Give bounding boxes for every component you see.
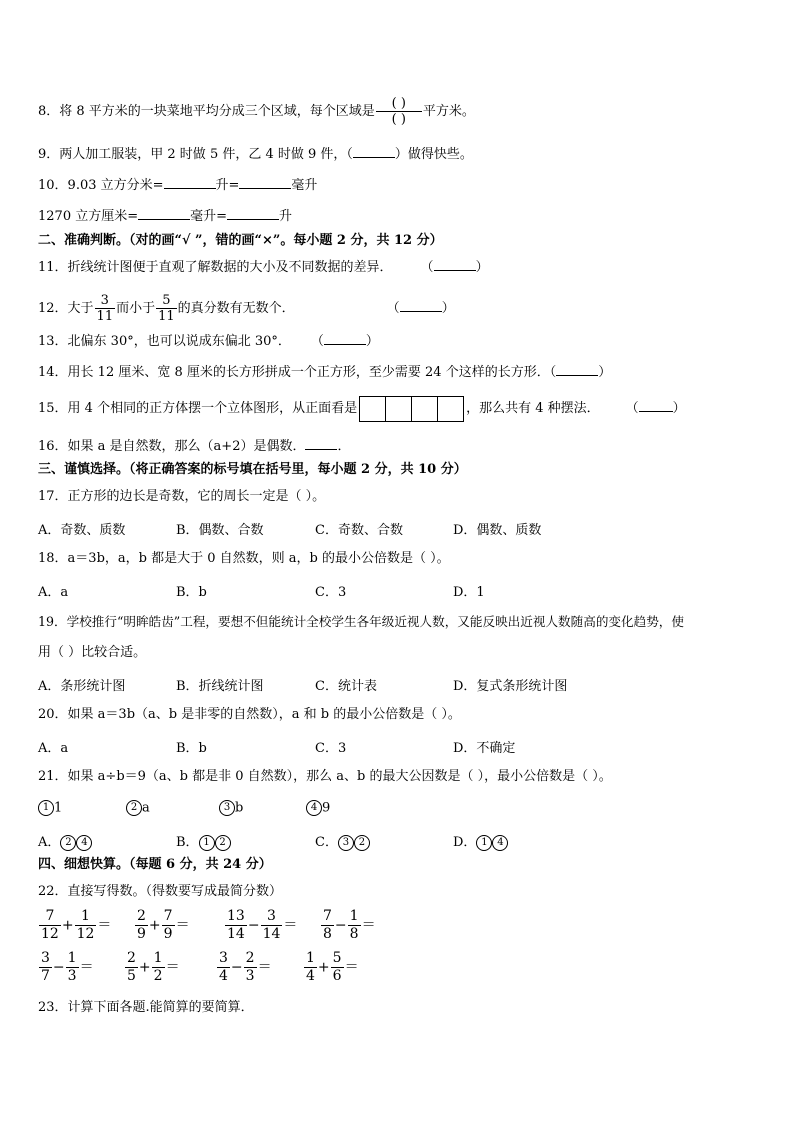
question-14 <box>38 363 611 382</box>
q10b-mid: 毫升= <box>190 209 228 224</box>
question-10b <box>38 207 292 226</box>
numerator: 3 <box>261 908 283 926</box>
q8-denominator: ( ) <box>391 112 406 127</box>
q12-f1-numerator: 3 <box>95 293 116 309</box>
fraction <box>39 908 61 943</box>
q11-text: 11．折线统计图便于直观了解数据的大小及不同数据的差异． <box>38 260 393 275</box>
q10b-pre: 1270 立方厘米= <box>38 209 139 224</box>
fraction-expression <box>320 908 376 943</box>
equals-sign: ＝ <box>361 917 376 934</box>
fraction <box>125 950 138 985</box>
q21-item-value: 1 <box>54 800 63 816</box>
circled-number: 2 <box>60 835 76 851</box>
q21-option-c <box>315 831 370 851</box>
q12-f2-numerator: 5 <box>156 293 177 309</box>
circled-number: 2 <box>126 800 142 816</box>
q21-option-a <box>38 831 92 851</box>
q15-blank <box>639 399 673 412</box>
section-2-heading: 二、准确判断。（对的画“√ ”，错的画“×”。每小题 2 分，共 12 分） <box>38 233 443 248</box>
q17-option-b: B．偶数、合数 <box>176 523 264 538</box>
circled-number: 4 <box>76 835 92 851</box>
fraction <box>152 950 165 985</box>
numerator: 1 <box>306 950 315 966</box>
q16-blank <box>305 437 337 450</box>
numerator: 1 <box>153 950 163 966</box>
question-19-line-2: 用（ ）比较合适。 <box>38 645 147 660</box>
q11-paren-close: ） <box>475 260 489 275</box>
fraction <box>225 908 247 943</box>
numerator: 7 <box>163 908 173 924</box>
fraction <box>39 950 52 985</box>
q12-f1-denominator: 11 <box>96 309 114 324</box>
q20-option-c: C．3 <box>315 741 347 756</box>
q12-paren-close: ） <box>441 301 455 316</box>
q19-option-d: D．复式条形统计图 <box>453 679 568 694</box>
fraction-expression <box>303 950 359 985</box>
circled-number: 3 <box>338 835 354 851</box>
option-label: C． <box>315 835 338 850</box>
numerator: 7 <box>39 908 61 926</box>
operator: + <box>148 917 161 934</box>
question-18: 18．a＝3b，a，b 都是大于 0 自然数，则 a，b 的最小公倍数是（ ）。 <box>38 551 450 566</box>
denominator: 5 <box>127 968 136 984</box>
question-23: 23．计算下面各题.能简算的要简算． <box>38 1000 254 1015</box>
fraction <box>348 908 361 943</box>
q9-blank <box>353 145 395 158</box>
question-20: 20．如果 a＝3b（a、b 是非零的自然数），a 和 b 的最小公倍数是（ ）。 <box>38 707 461 722</box>
q12-fraction-2 <box>156 293 177 324</box>
q18-option-c: C．3 <box>315 585 347 600</box>
option-label: D． <box>453 835 477 850</box>
section-3-heading: 三、谨慎选择。（将正确答案的标号填在括号里，每小题 2 分，共 10 分） <box>38 462 467 477</box>
q13-paren-open: （ <box>310 334 324 349</box>
operator: + <box>317 959 330 976</box>
denominator: 9 <box>137 926 146 942</box>
fraction <box>261 908 283 943</box>
q11-paren-open: （ <box>420 260 434 275</box>
equals-sign: ＝ <box>165 959 180 976</box>
fraction <box>321 908 334 943</box>
q8-text: 8．将 8 平方米的一块菜地平均分成三个区域，每个区域是 <box>38 104 375 119</box>
q21-item-4 <box>306 800 330 816</box>
q19-option-b: B．折线统计图 <box>176 679 264 694</box>
circled-number: 1 <box>38 800 54 816</box>
equals-sign: ＝ <box>283 917 298 934</box>
question-11 <box>38 258 489 277</box>
numerator: 1 <box>67 950 77 966</box>
circled-number: 4 <box>306 800 322 816</box>
numerator: 13 <box>227 908 245 924</box>
question-19-line-1: 19．学校推行“明眸皓齿”工程，要想不但能统计全校学生各年级近视人数，又能反映出近视人数随高的变化趋势，使 <box>38 614 684 629</box>
equals-sign: ＝ <box>79 959 94 976</box>
q20-option-b: B．b <box>176 741 207 756</box>
numerator: 3 <box>219 950 228 966</box>
circled-number: 4 <box>492 835 508 851</box>
q18-option-a: A．a <box>38 585 69 600</box>
q14-text: 14．用长 12 厘米、宽 8 厘米的长方形拼成一个正方形，至少需要 24 个这样的长方形．（ <box>38 365 557 380</box>
q12-post: 的真分数有无数个． <box>177 301 295 316</box>
denominator: 14 <box>227 926 245 942</box>
section-4-heading: 四、细想快算。（每题 6 分，共 24 分） <box>38 857 272 872</box>
circled-number: 3 <box>219 800 235 816</box>
q10b-blank-1 <box>138 207 190 220</box>
q17-option-c: C．奇数、合数 <box>315 523 403 538</box>
fraction-expression <box>134 908 190 943</box>
q10b-blank-2 <box>227 207 279 220</box>
fraction-expression <box>38 908 111 943</box>
fraction <box>135 908 148 943</box>
q13-paren-close: ） <box>365 334 379 349</box>
q12-pre: 12．大于 <box>38 301 94 316</box>
option-label: A． <box>38 835 61 850</box>
equals-sign: ＝ <box>175 917 190 934</box>
numerator: 2 <box>245 950 255 966</box>
q12-f2-denominator: 11 <box>158 309 175 324</box>
circled-number: 2 <box>354 835 370 851</box>
q19-option-a: A．条形统计图 <box>38 679 126 694</box>
denominator: 3 <box>245 968 255 984</box>
q9-post: ）做得快些。 <box>394 147 473 162</box>
question-17: 17．正方形的边长是奇数，它的周长一定是（ ）。 <box>38 489 326 504</box>
square <box>437 396 464 422</box>
q9-pre: 9．两人加工服装，甲 2 时做 5 件，乙 4 时做 9 件，（ <box>38 147 353 162</box>
numerator: 5 <box>332 950 342 966</box>
square <box>411 396 437 422</box>
q19-option-c: C．统计表 <box>315 679 377 694</box>
q15-paren-open: （ <box>625 401 639 416</box>
q16-end: ． <box>337 439 351 454</box>
q12-paren-open: （ <box>386 301 400 316</box>
numerator: 2 <box>137 908 146 924</box>
denominator: 4 <box>219 968 228 984</box>
numerator: 2 <box>127 950 136 966</box>
q21-option-d <box>453 831 508 851</box>
square <box>385 396 411 422</box>
q20-option-a: A．a <box>38 741 69 756</box>
q18-option-b: B．b <box>176 585 207 600</box>
q8-numerator: ( ) <box>376 96 422 112</box>
fraction <box>244 950 257 985</box>
q13-blank <box>324 332 366 345</box>
operator: − <box>52 959 65 976</box>
question-9 <box>38 145 473 164</box>
circled-number: 1 <box>476 835 492 851</box>
q10-blank-1 <box>164 176 216 189</box>
question-16 <box>38 437 351 456</box>
q21-option-b <box>176 831 231 851</box>
q12-fraction-1 <box>95 293 116 324</box>
fraction-expression <box>38 950 94 985</box>
fraction <box>217 950 230 985</box>
numerator: 7 <box>323 908 332 924</box>
numerator: 3 <box>41 950 50 966</box>
fraction-expression <box>124 950 180 985</box>
operator: − <box>334 917 347 934</box>
q17-option-a: A．奇数、质数 <box>38 523 126 538</box>
q21-item-1 <box>38 800 62 816</box>
denominator: 14 <box>262 926 281 942</box>
q8-fraction-blank <box>376 96 422 127</box>
q15-front-view-squares <box>359 396 464 422</box>
denominator: 8 <box>323 926 332 942</box>
operator: + <box>138 959 151 976</box>
fraction-expression <box>224 908 297 943</box>
question-8 <box>38 96 475 127</box>
q15-post: ，那么共有 4 种摆法． <box>466 401 600 416</box>
fraction-expression <box>216 950 272 985</box>
question-10 <box>38 176 317 195</box>
q21-item-value: b <box>235 800 244 816</box>
q10-blank-2 <box>239 176 291 189</box>
fraction <box>304 950 317 985</box>
circled-number: 2 <box>215 835 231 851</box>
denominator: 12 <box>41 926 59 942</box>
denominator: 12 <box>76 926 95 942</box>
q10-post: 毫升 <box>291 178 318 193</box>
denominator: 4 <box>306 968 315 984</box>
denominator: 8 <box>349 926 359 942</box>
option-label: B． <box>176 835 199 850</box>
operator: − <box>247 917 260 934</box>
fraction <box>75 908 97 943</box>
fraction <box>66 950 79 985</box>
q15-paren-close: ） <box>672 401 686 416</box>
question-12 <box>38 290 455 328</box>
q8-tail: 平方米。 <box>422 104 475 119</box>
denominator: 7 <box>41 968 50 984</box>
q12-blank <box>400 299 442 312</box>
q15-pre: 15．用 4 个相同的正方体摆一个立体图形，从正面看是 <box>38 401 358 416</box>
question-21: 21．如果 a÷b＝9（a、b 都是非 0 自然数），那么 a、b 的最大公因数是（ ），最小公倍数是（ ）。 <box>38 769 612 784</box>
denominator: 2 <box>153 968 163 984</box>
q10-pre: 10．9.03 立方分米= <box>38 178 164 193</box>
q21-item-3 <box>219 800 243 816</box>
q14-blank <box>556 363 598 376</box>
equals-sign: ＝ <box>344 959 359 976</box>
q16-text: 16．如果 a 是自然数，那么（a+2）是偶数． <box>38 439 306 454</box>
denominator: 3 <box>67 968 77 984</box>
q21-item-value: 9 <box>322 800 331 816</box>
q10-mid: 升= <box>215 178 240 193</box>
numerator: 1 <box>349 908 359 924</box>
q10b-post: 升 <box>279 209 293 224</box>
equals-sign: ＝ <box>257 959 272 976</box>
q21-item-2 <box>126 800 150 816</box>
fraction <box>331 950 344 985</box>
numerator: 1 <box>75 908 97 926</box>
q17-option-d: D．偶数、质数 <box>453 523 542 538</box>
q12-mid: 而小于 <box>116 301 156 316</box>
q20-option-d: D．不确定 <box>453 741 516 756</box>
denominator: 9 <box>163 926 173 942</box>
q21-item-value: a <box>142 800 150 816</box>
operator: + <box>61 917 74 934</box>
q13-text: 13．北偏东 30°，也可以说成东偏北 30°． <box>38 334 291 349</box>
question-13 <box>38 332 379 351</box>
fraction <box>162 908 175 943</box>
denominator: 6 <box>332 968 342 984</box>
q14-paren-close: ） <box>598 365 612 380</box>
question-22: 22．直接写得数。（得数要写成最简分数） <box>38 884 283 899</box>
question-15 <box>38 395 686 423</box>
operator: − <box>230 959 243 976</box>
q18-option-d: D．1 <box>453 585 485 600</box>
circled-number: 1 <box>199 835 215 851</box>
square <box>359 396 385 422</box>
q11-blank <box>434 258 476 271</box>
equals-sign: ＝ <box>97 917 112 934</box>
